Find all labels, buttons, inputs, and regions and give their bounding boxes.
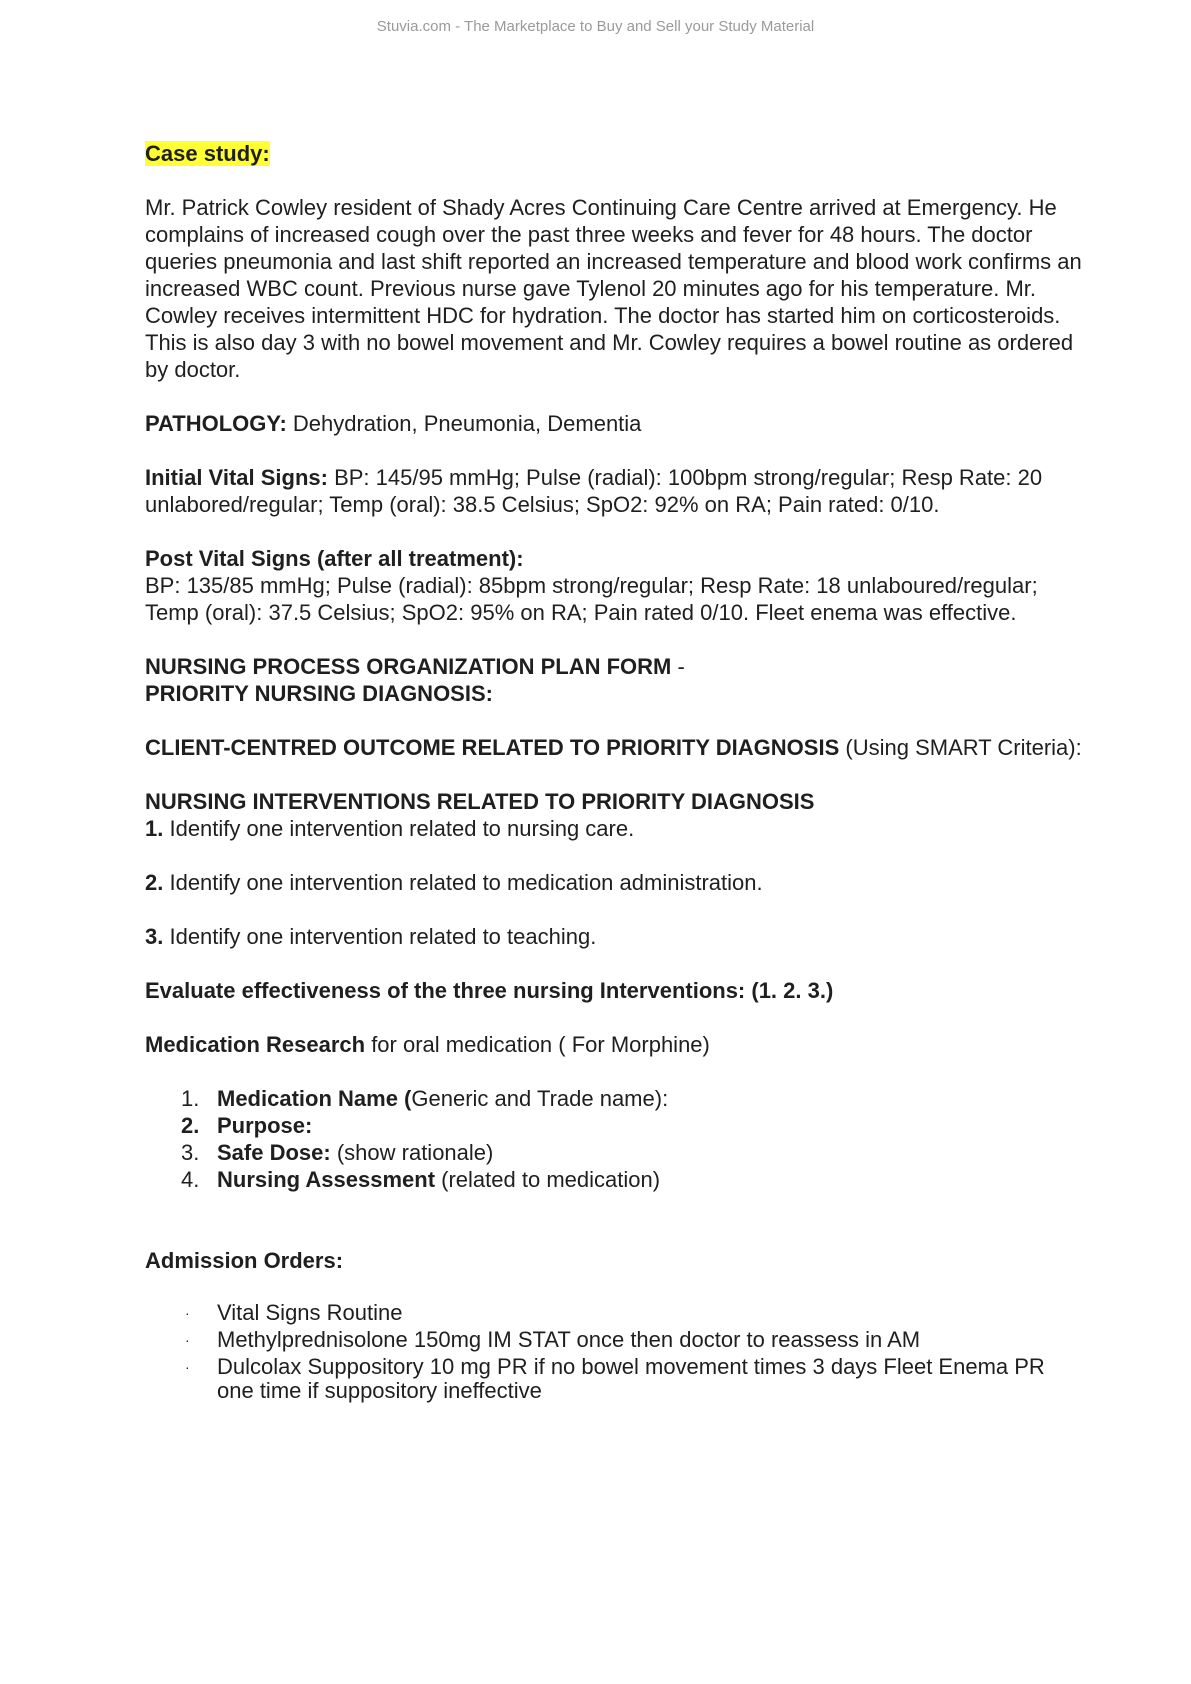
list-item (145, 1328, 1085, 1352)
intervention-text: Identify one intervention related to medication administration. (163, 870, 763, 895)
case-text: Mr. Patrick Cowley resident of Shady Acres Continuing Care Centre arrived at Emergency. He complains of increased cough over the past three weeks and fever for 48 hours. The doctor queries pneumonia and last shift reported an increased temperature and blood work confirms an increased WBC count. Previous nurse gave Tylenol 20 minutes ago for his temperature. Mr. Cowley receives intermittent HDC for hydration. The doctor has started him on corticosteroids. This is also day 3 with no bowel movement and Mr. Cowley requires a bowel routine as ordered by doctor. (145, 195, 1082, 382)
outcome (145, 734, 1085, 761)
med-research-text: for oral medication ( For Morphine) (365, 1032, 710, 1057)
med-research-label: Medication Research (145, 1032, 366, 1057)
order-text: Vital Signs Routine (217, 1300, 403, 1325)
list-item (145, 1139, 1085, 1166)
list-item (145, 1355, 1085, 1403)
intervention-item (145, 869, 1085, 896)
list-num: 4. (181, 1167, 200, 1192)
pathology-text: Dehydration, Pneumonia, Dementia (286, 411, 642, 436)
list-item (145, 1085, 1085, 1112)
list-text: (show rationale) (330, 1140, 494, 1165)
list-num: 2. (181, 1113, 200, 1138)
plan-form (145, 653, 1085, 707)
interventions-heading (145, 788, 1085, 815)
intervention-item (145, 815, 1085, 842)
med-research-list (145, 1085, 1085, 1193)
bullet-icon: · (185, 1359, 190, 1375)
plan-form-dash: - (671, 654, 685, 679)
list-bold: Purpose: (217, 1113, 313, 1138)
admission-heading (145, 1247, 1085, 1274)
evaluate (145, 977, 1085, 1004)
document-body (145, 140, 1085, 1406)
bullet-icon: · (185, 1332, 190, 1348)
outcome-text: (Using SMART Criteria): (839, 735, 1082, 760)
list-bold: Safe Dose: (217, 1140, 331, 1165)
intervention-text: Identify one intervention related to nursing care. (163, 816, 635, 841)
post-vitals-text: BP: 135/85 mmHg; Pulse (radial): 85bpm strong/regular; Resp Rate: 18 unlaboured/regular; Temp (oral): 37.5 Celsius; SpO2: 95% on RA; Pain rated 0/10. Fleet enema was effective. (145, 573, 1038, 625)
intervention-text: Identify one intervention related to teaching. (163, 924, 597, 949)
initial-vitals-text: BP: 145/95 mmHg; Pulse (radial): 100bpm strong/regular; Resp Rate: 20 unlabored/regular; Temp (oral): 38.5 Celsius; SpO2: 92% on RA; Pain rated: 0/10. (145, 465, 1043, 517)
list-bold: Medication Name ( (217, 1086, 412, 1111)
plan-form-line2: PRIORITY NURSING DIAGNOSIS: (145, 681, 493, 706)
case-title: Case study: (145, 141, 270, 166)
list-item (145, 1301, 1085, 1325)
watermark: Stuvia.com - The Marketplace to Buy and Sell your Study Material (376, 18, 815, 35)
list-num: 3. (181, 1140, 200, 1165)
interventions-heading-text: NURSING INTERVENTIONS RELATED TO PRIORITY DIAGNOSIS (145, 789, 815, 814)
list-bold: Nursing Assessment (217, 1167, 436, 1192)
bullet-icon: · (185, 1305, 190, 1321)
case-title-para (145, 140, 1085, 167)
intervention-item (145, 923, 1085, 950)
admission-orders-list (145, 1301, 1085, 1403)
pathology (145, 410, 1085, 437)
list-item (145, 1166, 1085, 1193)
order-text: Dulcolax Suppository 10 mg PR if no bowel movement times 3 days Fleet Enema PR one time if suppository ineffective (217, 1354, 1045, 1403)
initial-vitals-label: Initial Vital Signs: (145, 465, 328, 490)
intervention-num: 1. (145, 816, 164, 841)
post-vitals-label: Post Vital Signs (after all treatment): (145, 546, 524, 571)
list-num: 1. (181, 1086, 200, 1111)
med-research (145, 1031, 1085, 1058)
evaluate-text: Evaluate effectiveness of the three nursing Interventions: (1. 2. 3.) (145, 978, 834, 1003)
intervention-num: 3. (145, 924, 164, 949)
outcome-label: CLIENT-CENTRED OUTCOME RELATED TO PRIORITY DIAGNOSIS (145, 735, 840, 760)
post-vitals (145, 545, 1085, 626)
initial-vitals (145, 464, 1085, 518)
pathology-label: PATHOLOGY: (145, 411, 287, 436)
list-item (145, 1112, 1085, 1139)
plan-form-line1: NURSING PROCESS ORGANIZATION PLAN FORM (145, 654, 672, 679)
list-text: Generic and Trade name): (411, 1086, 669, 1111)
order-text: Methylprednisolone 150mg IM STAT once then doctor to reassess in AM (217, 1327, 921, 1352)
intervention-num: 2. (145, 870, 164, 895)
list-text: (related to medication) (435, 1167, 661, 1192)
admission-heading-text: Admission Orders: (145, 1248, 344, 1273)
